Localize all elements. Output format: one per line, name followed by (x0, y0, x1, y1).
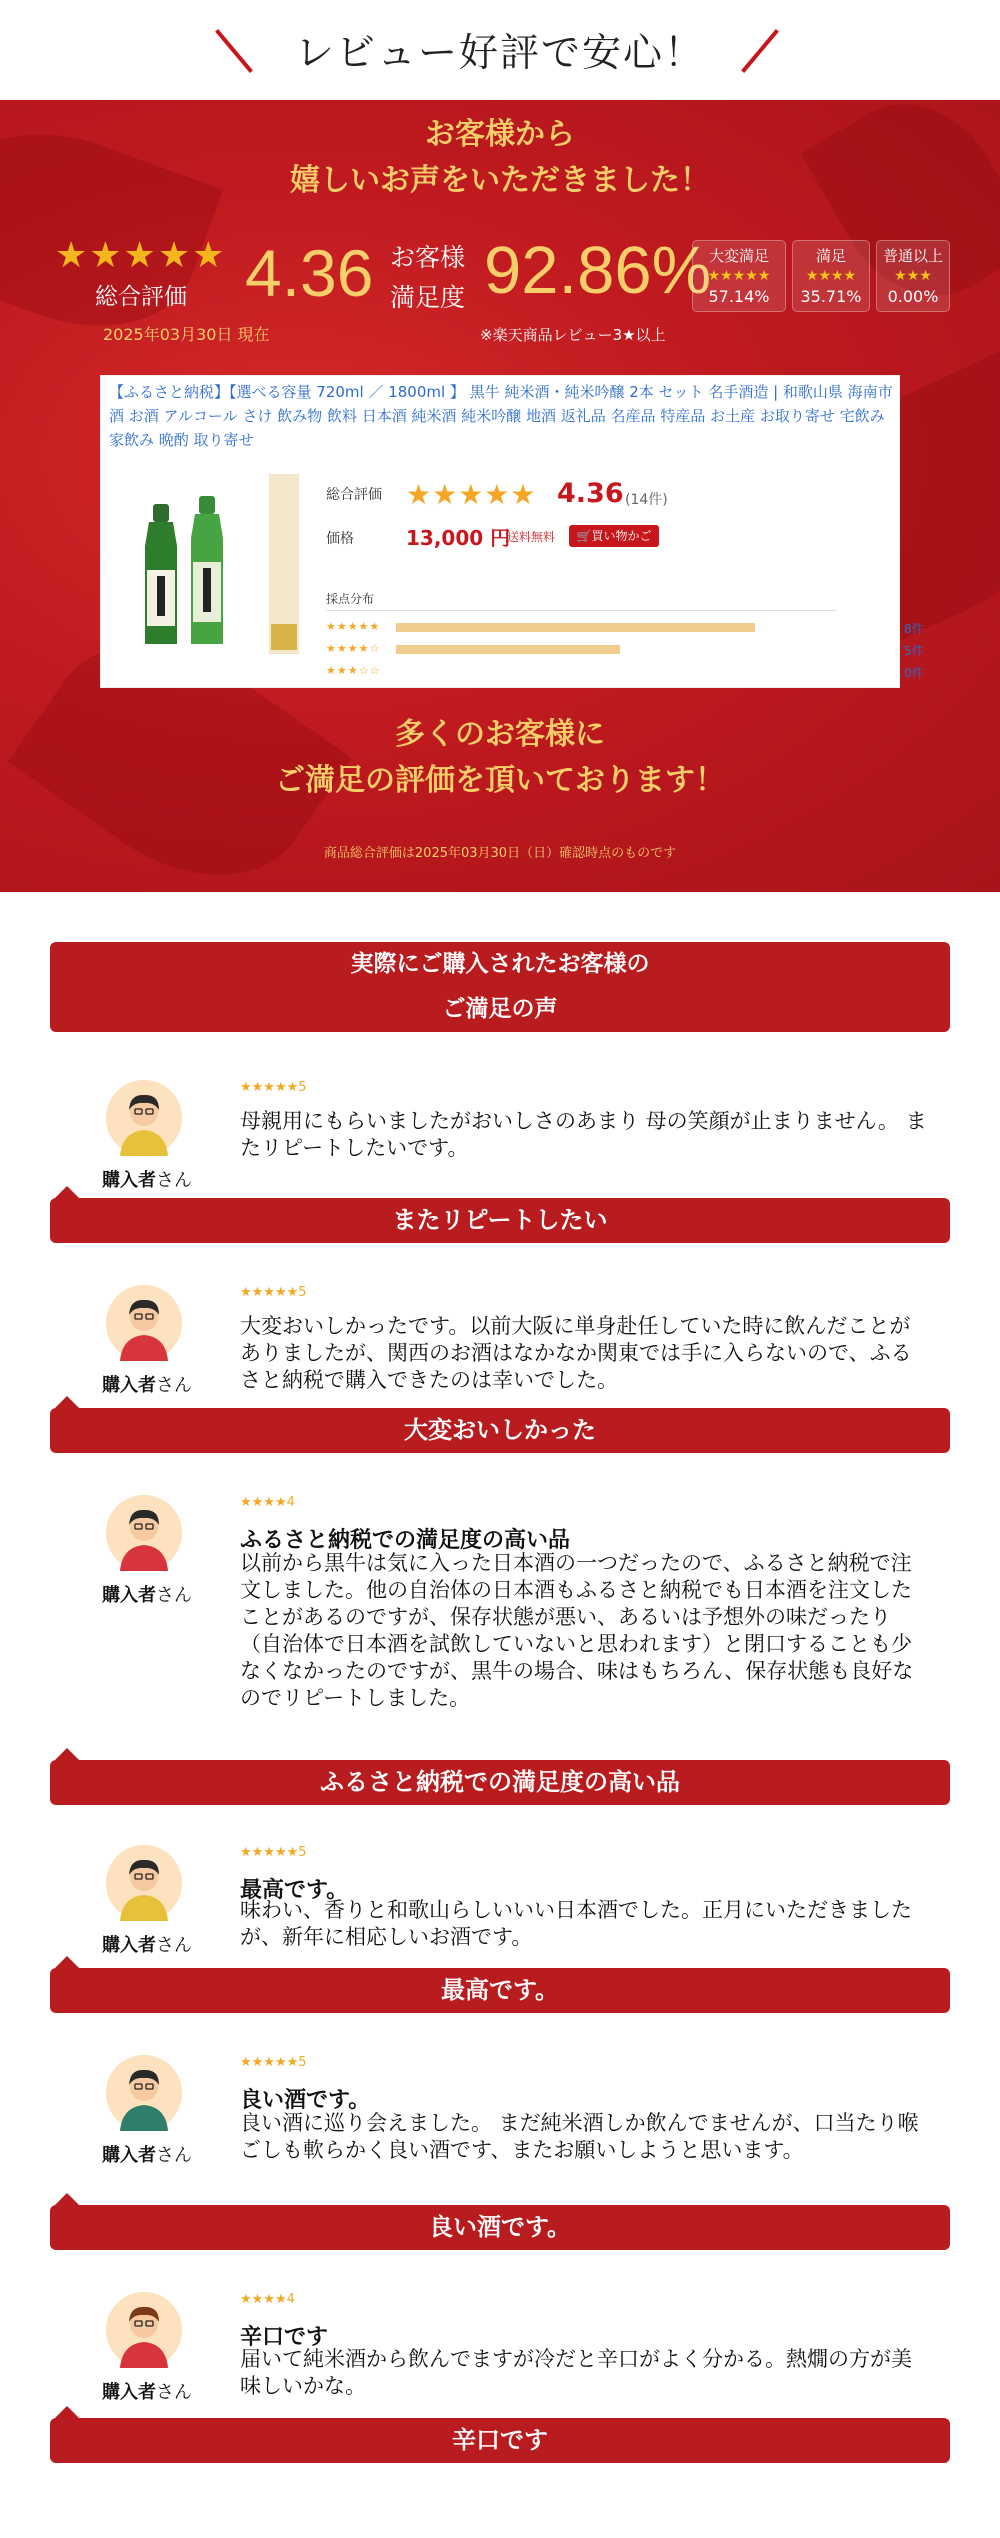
review-banner: ふるさと納税での満足度の高い品 (50, 1760, 950, 1805)
review-banner: 最高です。 (50, 1968, 950, 2013)
page-title: レビュー好評で安心！ (294, 31, 705, 76)
hero-headline-line1: お客様から (425, 117, 575, 152)
review-banner: 良い酒です。 (50, 2205, 950, 2250)
review-text: 母親用にもらいましたがおいしさのあまり 母の笑顔が止まりません。 またリピートしたいです。 (240, 1109, 927, 1160)
banner-pointer (55, 2193, 79, 2205)
rakuten-note: ※楽天商品レビュー3★以上 (480, 326, 666, 344)
banner-pointer (55, 1186, 79, 1198)
hero-headline-line2: 嬉しいお声をいただきました！ (290, 163, 710, 198)
review-text: 味わい、香りと和歌山らしいいい日本酒でした。正月にいただきましたが、新年に相応しいお酒です。 (240, 1898, 912, 1949)
satisfaction-percent: 92.86% (484, 233, 712, 308)
distribution-row (326, 642, 924, 658)
review-text: 大変おいしかったです。以前大阪に単身赴任していた時に飲んだことがありましたが、関西のお酒はなかなか関東では手に入らないので、ふるさと納税で購入できたのは幸いでした。 (240, 1314, 912, 1392)
review-text: 以前から黒牛は気に入った日本酒の一つだったので、ふるさと納税で注文しました。他の自治体の日本酒もふるさと納税でも日本酒を注文したことがあるのですが、保存状態が悪い、あるいは予想外の味だったり（自治体で日本酒を試飲していないと思われます）と閉口することも少なくなかったのですが、黒牛の場合、味はもちろん、保存状態も良好なのでリピートしました。 (240, 1551, 914, 1710)
distribution-count[interactable]: 0件 (904, 666, 924, 680)
add-to-cart-button[interactable]: 🛒買い物かご (569, 525, 659, 547)
hero-footer-line2: ご満足の評価を頂いております！ (275, 763, 725, 798)
panel-total-label: 総合評価 (326, 487, 382, 503)
panel-shipping: 送料無料 (507, 530, 556, 544)
buyer-name (102, 1931, 192, 1957)
customer-voice-heading (50, 942, 950, 1032)
review-text: 良い酒に巡り会えました。 まだ純米酒しか飲んでませんが、口当たり喉ごしも軟らかく良い酒です、またお願いしようと思います。 (240, 2111, 919, 2162)
distribution-count[interactable]: 5件 (904, 644, 924, 658)
distribution-row-stars: ★★★★★ (326, 620, 381, 633)
distribution-bar (396, 645, 620, 654)
overall-label: 総合評価 (95, 284, 187, 310)
avatar (106, 1285, 182, 1361)
rating-hero (0, 100, 1000, 892)
buyer-name (102, 2141, 192, 2167)
buyer-suffix: さん (156, 2145, 192, 2166)
avatar (106, 2055, 182, 2131)
review-title: 最高です。 (240, 1878, 349, 1903)
customer-label-line2: 満足度 (390, 283, 466, 312)
distribution-row (326, 664, 924, 680)
voice-heading-line1: 実際にご購入されたお客様の (350, 951, 650, 977)
overall-stars: ★★★★★ (55, 235, 227, 276)
distribution-heading: 採点分布 (326, 592, 375, 606)
distribution-label: 満足 (815, 247, 846, 265)
avatar (106, 1080, 182, 1156)
distribution-row (326, 620, 924, 636)
buyer-suffix: さん (156, 1935, 192, 1956)
customer-label-line1: お客様 (390, 243, 466, 272)
overall-rating-value: 4.36 (245, 236, 374, 310)
buyer-label: 購入者 (102, 2145, 156, 2166)
distribution-percent: 35.71% (800, 287, 862, 306)
distribution-percent: 0.00% (887, 287, 939, 306)
panel-price: 13,000 円 (406, 526, 511, 550)
buyer-suffix: さん (156, 2382, 192, 2403)
panel-review-count[interactable]: (14件) (625, 492, 668, 508)
buyer-label: 購入者 (102, 1375, 156, 1396)
review-stars: ★★★★4 (240, 2292, 295, 2307)
distribution-count[interactable]: 8件 (904, 622, 924, 636)
panel-stars: ★★★★★ (406, 478, 537, 511)
hero-headline (0, 112, 1000, 204)
review-title: ふるさと納税での満足度の高い品 (240, 1528, 571, 1553)
buyer-suffix: さん (156, 1585, 192, 1606)
distribution-label: 大変満足 (708, 247, 769, 265)
buyer-label: 購入者 (102, 2382, 156, 2403)
buyer-name (102, 1581, 192, 1607)
review-stars: ★★★★★5 (240, 1080, 307, 1095)
hero-footer-headline (0, 712, 1000, 804)
review-stars: ★★★★★5 (240, 1285, 307, 1300)
banner-pointer (55, 1748, 79, 1760)
panel-price-label: 価格 (326, 531, 354, 547)
distribution-bar (396, 623, 755, 632)
product-title-link[interactable]: 【ふるさと納税】【選べる容量 720ml ／ 1800ml 】 黒牛 純米酒・純米吟醸 2本 セット 名手酒造 | 和歌山県 海南市 酒 お酒 アルコール さけ 飲み物 飲料 日本酒 純米酒 純米吟醸 地酒 返礼品 名産品 特産品 お土産 お取り寄せ 宅飲み 家飲み 晩酌 取り寄せ (109, 383, 893, 449)
product-image[interactable] (119, 474, 299, 654)
review-title: 良い酒です。 (240, 2088, 371, 2113)
review-stars: ★★★★★5 (240, 1845, 307, 1860)
distribution-percent: 57.14% (708, 287, 770, 306)
hero-footnote: 商品総合評価は2025年03月30日（日）確認時点のものです (323, 846, 677, 861)
review-title: 辛口です (240, 2325, 329, 2350)
avatar (106, 1845, 182, 1921)
buyer-name (102, 1371, 192, 1397)
review-stars: ★★★★★5 (240, 2055, 307, 2070)
distribution-row-stars: ★★★★☆ (326, 642, 381, 655)
voice-heading-line2: ご満足の声 (442, 996, 558, 1022)
buyer-suffix: さん (156, 1375, 192, 1396)
review-text: 届いて純米酒から飲んでますが冷だと辛口がよく分かる。熱燗の方が美味しいかな。 (240, 2347, 912, 2398)
distribution-row-stars: ★★★☆☆ (326, 664, 381, 677)
panel-rating: 4.36 (557, 478, 624, 509)
banner-pointer (55, 1396, 79, 1408)
buyer-suffix: さん (156, 1170, 192, 1191)
avatar (106, 1495, 182, 1571)
buyer-label: 購入者 (102, 1170, 156, 1191)
distribution-label: 普通以上 (882, 247, 943, 265)
distribution-box-very-satisfied (692, 240, 786, 312)
customer-satisfaction-label (390, 238, 465, 318)
distribution-stars: ★★★★★ (707, 268, 771, 284)
product-review-panel (100, 375, 924, 688)
header (0, 0, 1000, 100)
banner-pointer (55, 2406, 79, 2418)
review-banner: 大変おいしかった (50, 1408, 950, 1453)
hero-footer-line1: 多くのお客様に (395, 717, 605, 752)
distribution-stars: ★★★ (894, 268, 932, 284)
review-banner: 辛口です (50, 2418, 950, 2463)
review-stars: ★★★★4 (240, 1495, 295, 1510)
buyer-name (102, 2378, 192, 2404)
buyer-label: 購入者 (102, 1935, 156, 1956)
distribution-stars: ★★★★ (805, 268, 857, 284)
avatar (106, 2292, 182, 2368)
divider (326, 610, 836, 611)
review-banner: またリピートしたい (50, 1198, 950, 1243)
rating-date: 2025年03月30日 現在 (103, 325, 270, 344)
buyer-label: 購入者 (102, 1585, 156, 1606)
banner-pointer (55, 1956, 79, 1968)
distribution-box-satisfied (792, 240, 870, 312)
distribution-box-normal (876, 240, 950, 312)
buyer-name (102, 1166, 192, 1192)
